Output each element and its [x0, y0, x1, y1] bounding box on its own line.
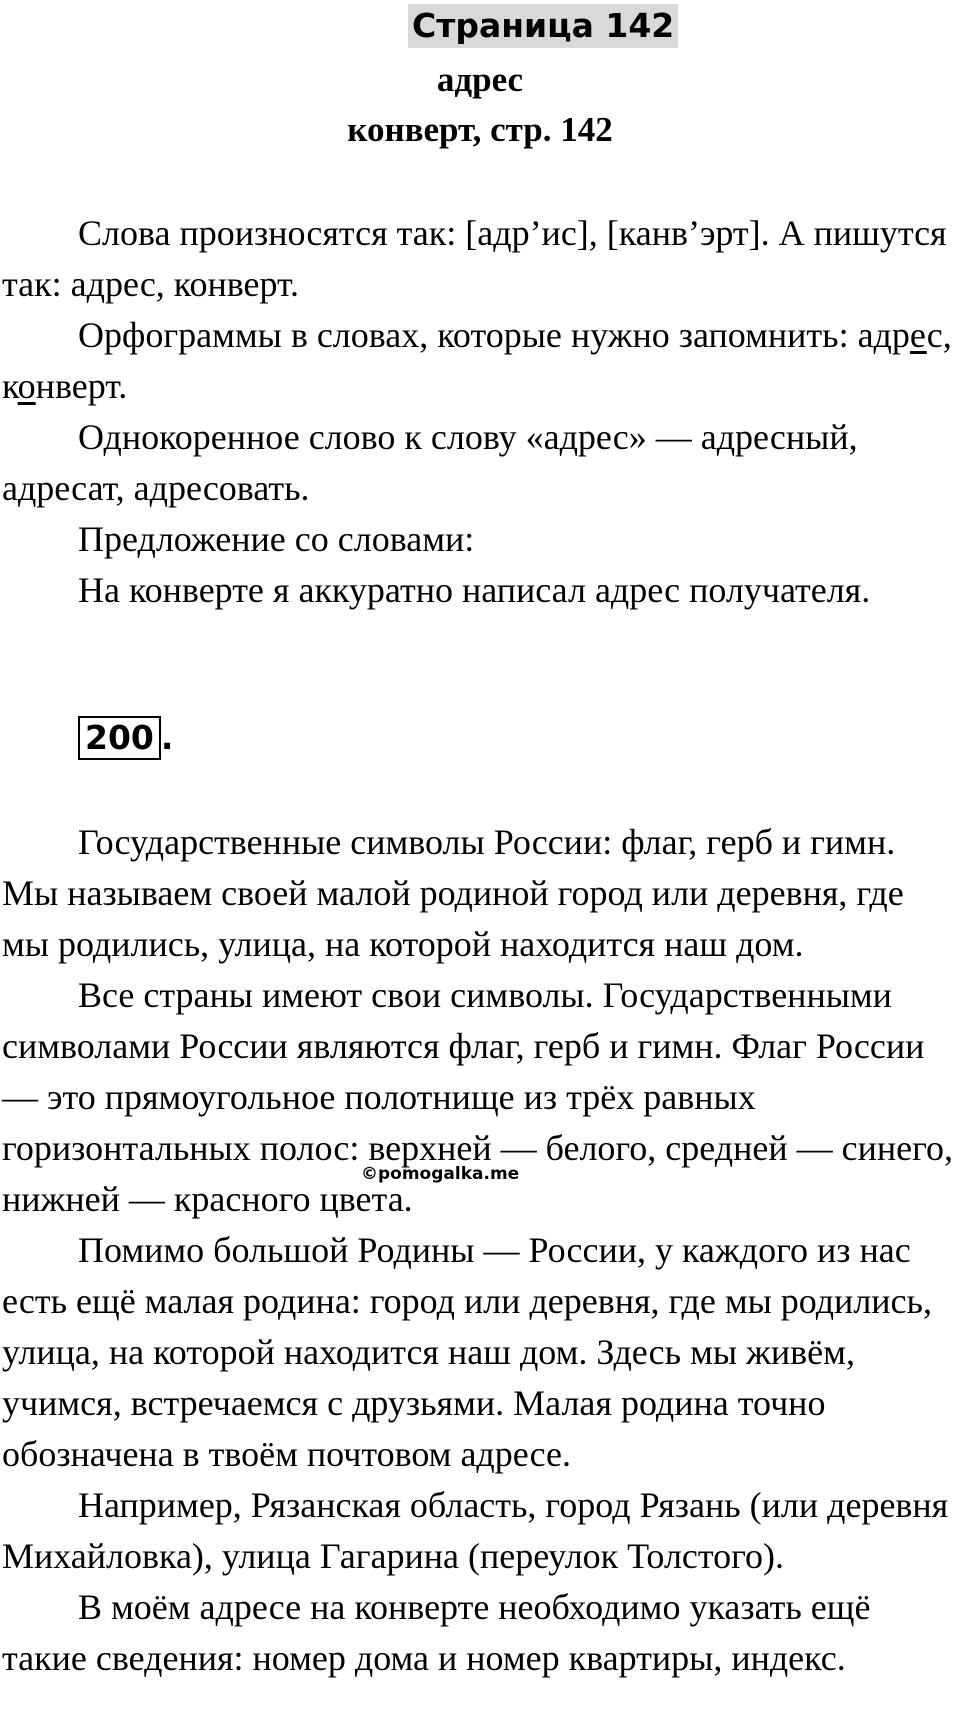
exercise-text — [2, 817, 958, 1684]
paragraph-3: Помимо большой Родины — России, у каждого из нас есть ещё малая родина: город или деревня, где мы родились, улица, на которой находится наш дом. Здесь мы живём, учимся, встречаемся с друзьями. Малая родина точно обозначена в твоём почтовом адресе. — [2, 1230, 932, 1474]
heading-word-2: конверт, стр. 142 — [347, 110, 613, 149]
exercise-number-box: 200 — [78, 716, 161, 760]
paragraph-5: В моём адресе на конверте необходимо указать ещё такие сведения: номер дома и номер квартиры, индекс. — [2, 1587, 871, 1678]
word-1-part-a: адр — [857, 315, 910, 355]
heading-word-1: адрес — [436, 60, 524, 99]
paragraph-pronunciation: Слова произносятся так: [адр’ис], [канв’эрт]. А пишутся так: адрес, конверт. — [2, 213, 947, 304]
word-2-part-b: нверт. — [35, 366, 128, 406]
paragraph-4: Например, Рязанская область, город Рязань (или деревня Михайловка), улица Гагарина (переулок Толстого). — [2, 1485, 949, 1576]
exercise-number-dot: . — [160, 718, 174, 757]
paragraph-orthograms — [2, 310, 958, 412]
answer-block — [2, 208, 958, 616]
exercise-number — [78, 716, 173, 760]
word-1-part-b: с, — [926, 315, 952, 355]
paragraph-cognates: Однокоренное слово к слову «адрес» — адресный, адресат, адресовать. — [2, 417, 858, 508]
orthograms-intro: Орфограммы в словах, которые нужно запомнить: — [78, 315, 849, 355]
paragraph-1: Государственные символы России: флаг, герб и гимн. Мы называем своей малой родиной город или деревня, где мы родились, улица, на которой находится наш дом. — [2, 822, 904, 964]
paragraph-sentence-label: Предложение со словами: — [78, 519, 475, 559]
watermark: ©pomogalka.me — [361, 1164, 520, 1184]
orthogram-letter-2: о — [17, 366, 36, 406]
page-title: Страница 142 — [408, 4, 678, 48]
paragraph-sentence: На конверте я аккуратно написал адрес получателя. — [78, 570, 871, 610]
orthogram-letter-1: е — [909, 315, 927, 355]
paragraph-2: Все страны имеют свои символы. Государственными символами России являются флаг, герб и гимн. Флаг России — это прямоугольное полотнище из трёх равных горизонтальных полос: верхней — белого, средней — синего, нижней — красного цвета. — [2, 975, 953, 1219]
word-2-part-a: к — [2, 366, 18, 406]
